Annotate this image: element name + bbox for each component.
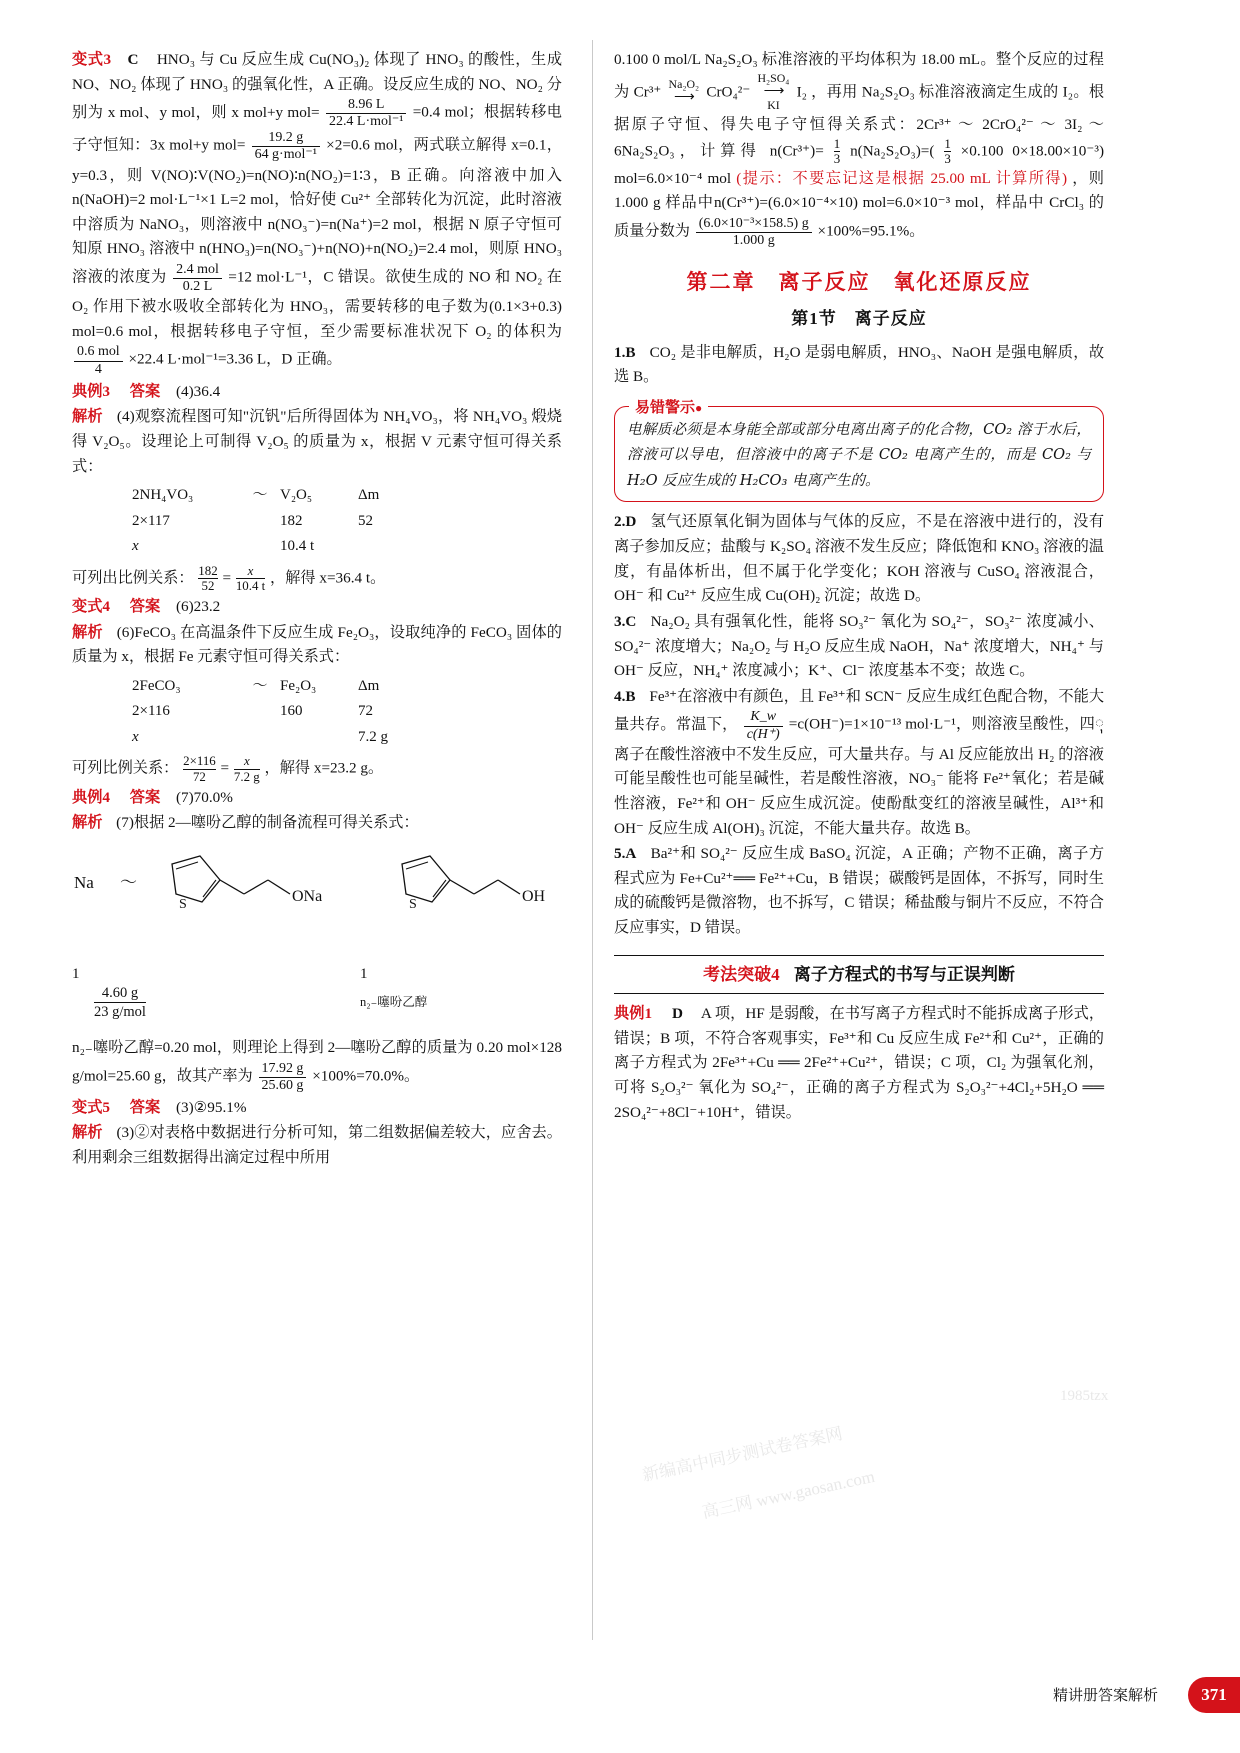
reaction-arrow-2 bbox=[757, 72, 789, 112]
cell: 182 bbox=[280, 512, 303, 529]
example-3-answer: (4)36.4 bbox=[175, 382, 221, 400]
cell: 2×117 bbox=[132, 512, 170, 529]
variant-4-relation-table bbox=[72, 674, 562, 751]
fraction-3-denominator: 0.2 L bbox=[173, 278, 222, 295]
fraction-2-numerator: 19.2 g bbox=[268, 130, 304, 146]
variant-5-analysis-text: (3)②对表格中数据进行分析可知，第二组数据偏差较大，应舍去。利用剩余三组数据得出滴定过程中所用 bbox=[72, 1124, 562, 1167]
analysis-label-2: 解析 bbox=[72, 623, 103, 641]
kaofa-title: 离子方程式的书写与正误判断 bbox=[793, 964, 1015, 984]
variant-4-label: 变式4 bbox=[72, 598, 110, 616]
svg-text:OH: OH bbox=[522, 888, 546, 906]
fraction-7 bbox=[183, 754, 216, 783]
fraction-10-numerator: 17.92 g bbox=[261, 1060, 304, 1076]
example-3-analysis-text: (4)观察流程图可知"沉钒"后所得固体为 NH₄VO₃，将 NH₄VO₃ 煅烧得 V₂O₅。设理论上可制得 V₂O₅ 的质量为 x，根据 V 元素守恒可得关系式： bbox=[72, 408, 563, 475]
variant-4-analysis bbox=[72, 621, 562, 670]
kaofa-heading bbox=[614, 955, 1104, 995]
question-1 bbox=[614, 341, 1104, 390]
cell: 7.2 g bbox=[358, 728, 388, 745]
fraction-6 bbox=[236, 564, 265, 593]
question-3 bbox=[614, 610, 1104, 684]
question-4-text-2: =c(OH⁻)=1×10⁻¹³ mol·L⁻¹，则溶液呈酸性，四ុ离子在酸性溶液中不发生反应，可大量共存。与 Al 反应能放出 H₂ 的溶液可能呈酸性也可能呈碱性，若是酸性溶液，NO₃⁻ 能将 Fe²⁺氧化；若是碱性溶液，Fe²⁺和 OH⁻ 反应生成沉淀。使酚酞变红的溶液呈碱性，Al³⁺和 OH⁻ 反应生成 Al(OH)₃ 沉淀，不能大量共存。故选 B。 bbox=[614, 716, 1105, 837]
question-5-text: Ba²⁺和 SO₄²⁻ 反应生成 BaSO₄ 沉淀，A 正确；产物不正确，离子方程式应为 Fe+Cu²⁺══ Fe²⁺+Cu，B 错误；碳酸钙是固体，不拆写，同时生成的硫酸钙是微溶物，也不拆写，C 错误；稀盐酸与铜片不反应，不符合反应事实，D 错误。 bbox=[614, 845, 1105, 937]
structure-svg bbox=[72, 842, 552, 960]
right-column bbox=[614, 48, 1104, 1126]
fraction-11-numerator: 1 bbox=[833, 136, 841, 152]
fraction-2 bbox=[252, 130, 320, 163]
cell: x bbox=[132, 728, 139, 745]
error-warning-box bbox=[614, 399, 1104, 503]
fraction-12-numerator: 1 bbox=[944, 136, 951, 152]
fraction-14-denominator: c(H⁺) bbox=[744, 726, 783, 743]
fraction-3-numerator: 2.4 mol bbox=[176, 262, 219, 278]
fraction-5-numerator: 182 bbox=[198, 562, 218, 578]
variant-3-label: 变式3 bbox=[72, 51, 112, 68]
reaction-arrow-2-top: H₂SO₄ bbox=[757, 70, 790, 85]
variant-4-proportion bbox=[72, 754, 562, 783]
sodium-moles-fraction bbox=[94, 984, 146, 1021]
table-row bbox=[72, 699, 562, 725]
fraction-1-numerator: 8.96 L bbox=[347, 97, 385, 113]
cell: ～ bbox=[252, 677, 268, 694]
fraction-9-numerator: 4.60 g bbox=[101, 985, 139, 1002]
example-4-answer: (7)70.0% bbox=[175, 788, 233, 806]
example-4-calc-result: ×100%=70.0%。 bbox=[312, 1067, 420, 1085]
cell bbox=[358, 534, 428, 560]
question-4-number: 4.B bbox=[614, 687, 636, 705]
fraction-11-denominator: 3 bbox=[833, 151, 841, 167]
cell bbox=[280, 725, 358, 751]
answer-word-3: 答案 bbox=[129, 788, 161, 806]
watermark: 高三网 www.gaosan.com bbox=[700, 1466, 877, 1523]
variant-5-analysis bbox=[72, 1121, 562, 1170]
intermediate-2: I₂ bbox=[796, 83, 807, 101]
variant-3-block bbox=[72, 48, 562, 378]
cell: 52 bbox=[358, 512, 373, 529]
continued-text-1: 0.100 0 mol/L Na₂S₂O₃ 标准溶液的平均体积为 18.00 mL。整个反应的过程为 Cr³⁺ bbox=[614, 51, 1104, 101]
fraction-6-denominator: 10.4 t bbox=[235, 577, 266, 593]
variant-3-text-5: ×22.4 L·mol⁻¹=3.36 L，D 正确。 bbox=[128, 351, 342, 369]
svg-text:S: S bbox=[409, 897, 417, 913]
warning-title-text: 易错警示 bbox=[635, 399, 696, 416]
analysis-label-3: 解析 bbox=[72, 814, 103, 832]
example-1-answer: D bbox=[671, 1005, 683, 1023]
example-1 bbox=[614, 1002, 1104, 1125]
struct-num-left: 1 bbox=[72, 966, 80, 983]
cell: ～ bbox=[252, 487, 268, 504]
fraction-12-denominator: 3 bbox=[944, 151, 951, 167]
cell: x bbox=[132, 538, 139, 555]
error-warning-title bbox=[629, 395, 708, 421]
footer-text: 精讲册答案解析 bbox=[1052, 1688, 1158, 1704]
svg-text:Na: Na bbox=[74, 873, 94, 893]
left-column bbox=[72, 48, 562, 1172]
continued-text-4: ×0.100 0×18.00×10⁻³) mol=6.0×10⁻⁴ mol bbox=[614, 142, 1105, 187]
cell bbox=[240, 699, 280, 725]
svg-text:ONa: ONa bbox=[292, 888, 323, 906]
analysis-label-1: 解析 bbox=[72, 408, 103, 426]
watermark: 1985tzx bbox=[1060, 1388, 1109, 1404]
variant-3-text-2: =0.4 mol；根据转移电子守恒知：3x mol+y mol= bbox=[72, 103, 562, 155]
cell: 2FeCO₃ bbox=[132, 677, 181, 694]
fraction-14 bbox=[744, 709, 783, 742]
cell bbox=[240, 725, 280, 751]
kaofa-label: 考法突破4 bbox=[703, 964, 780, 984]
page-footer bbox=[1052, 1684, 1227, 1705]
example-4-analysis-text: (7)根据 2—噻吩乙醇的制备流程可得关系式： bbox=[116, 814, 419, 832]
fraction-9-denominator: 23 g/mol bbox=[94, 1004, 146, 1021]
question-5-number: 5.A bbox=[614, 845, 637, 863]
example-3-proportion bbox=[72, 564, 562, 593]
example-3-label: 典例3 bbox=[72, 382, 110, 400]
fraction-4 bbox=[74, 344, 123, 377]
cell: Δm bbox=[358, 487, 380, 504]
table-row bbox=[72, 674, 562, 700]
example-4-calc bbox=[72, 1036, 562, 1094]
cell bbox=[240, 534, 280, 560]
question-1-text: CO₂ 是非电解质，H₂O 是弱电解质，HNO₃、NaOH 是强电解质，故选 B。 bbox=[614, 343, 1105, 386]
proportion-result: ，解得 x=36.4 t。 bbox=[270, 569, 386, 587]
variant-5-answer: (3)②95.1% bbox=[175, 1098, 247, 1116]
cell: 2NH₄VO₃ bbox=[132, 487, 194, 504]
example-1-text: A 项，HF 是弱酸，在书写离子方程式时不能拆成离子形式，错误；B 项，不符合客观事实，Fe³⁺和 Cu 反应生成 Fe²⁺和 Cu²⁺，正确的离子方程式为 2Fe³⁺+Cu ══ 2Fe²⁺+Cu²⁺，错误；C 项，Cl₂ 为强氧化剂，可将 S₂O₃²⁻ 氧化为 SO₄²⁻，正确的离子方程式为 S₂O₃²⁻+4Cl₂+5H₂O ══ 2SO₄²⁻+8Cl⁻+10H⁺，错误。 bbox=[614, 1005, 1105, 1121]
fraction-10 bbox=[259, 1061, 307, 1094]
error-warning-text: 电解质必须是本身能全部或部分电离出离子的化合物，CO₂ 溶于水后，溶液可以导电，但溶液中的离子不是 CO₂ 电离产生的，而是 CO₂ 与 H₂O 反应生成的 H₂CO₃ 电离产生的。 bbox=[627, 420, 1091, 489]
question-2-number: 2.D bbox=[614, 513, 637, 531]
cell: 72 bbox=[358, 703, 373, 720]
continued-text-3: n(Na₂S₂O₃)=( bbox=[850, 142, 935, 160]
table-row bbox=[72, 725, 562, 751]
equals-sign-2: = bbox=[220, 760, 230, 778]
cell: Δm bbox=[358, 677, 380, 694]
svg-text:～: ～ bbox=[120, 873, 137, 893]
page-number-badge: 371 bbox=[1188, 1677, 1240, 1713]
chapter-title: 第二章 离子反应 氧化还原反应 bbox=[686, 270, 1032, 295]
fraction-7-numerator: 2×116 bbox=[183, 753, 216, 769]
variant-4-answer: (6)23.2 bbox=[175, 598, 221, 616]
table-row bbox=[72, 483, 562, 509]
variant-3-text-3: ×2=0.6 mol，两式联立解得 x=0.1，y=0.3，则 V(NO)∶V(NO₂)=n(NO)∶n(NO₂)=1∶3，B 正确。向溶液中加入 n(NaOH)=2 mol·L⁻¹×1 L=2 mol，恰好使 Cu²⁺ 全部转化为沉淀，此时溶液中溶质为 NaNO₃，则溶液中 n(NO₃⁻)=n(Na⁺)=2 mol，根据 N 原子守恒可知原 HNO₃ 溶液中 n(HNO₃)=n(NO₃⁻)+n(NO)+n(NO₂)=2.4 mol，则原 HNO₃ 溶液的浓度为 bbox=[72, 137, 562, 286]
example-4-analysis bbox=[72, 811, 562, 836]
struct-num-right: 1 bbox=[360, 966, 368, 983]
question-5 bbox=[614, 842, 1104, 941]
answer-word-2: 答案 bbox=[129, 598, 161, 616]
cell: Fe₂O₃ bbox=[280, 677, 317, 694]
arrow-glyph: ⟶ bbox=[763, 83, 784, 100]
cell: V₂O₅ bbox=[280, 487, 313, 504]
question-4 bbox=[614, 685, 1104, 841]
fraction-5-denominator: 52 bbox=[198, 578, 217, 593]
fraction-14-numerator: K_w bbox=[750, 709, 777, 725]
fraction-3 bbox=[173, 262, 222, 295]
red-hint-note: (提示：不要忘记这是根据 25.00 mL 计算所得) bbox=[736, 169, 1068, 187]
example-1-label: 典例1 bbox=[614, 1005, 653, 1023]
fraction-12 bbox=[944, 137, 950, 166]
proportion-result-2: ，解得 x=23.2 g。 bbox=[264, 760, 384, 778]
variant-5-answer-line bbox=[72, 1096, 562, 1121]
variant-4-answer-line bbox=[72, 595, 562, 620]
thiophene-structure-diagram bbox=[72, 842, 562, 960]
fraction-13-denominator: 1.000 g bbox=[696, 232, 812, 249]
question-4-text-1: Fe³⁺在溶液中有颜色，且 Fe³⁺和 SCN⁻ 反应生成红色配合物，不能大量共存。常温下， bbox=[614, 687, 1105, 734]
cell: 10.4 t bbox=[280, 538, 315, 555]
example-3-relation-table bbox=[72, 483, 562, 560]
fraction-4-denominator: 4 bbox=[74, 361, 123, 378]
question-3-text: Na₂O₂ 具有强氧化性，能将 SO₃²⁻ 氧化为 SO₄²⁻，SO₃²⁻ 浓度减小、SO₄²⁻ 浓度增大；Na₂O₂ 与 H₂O 反应生成 NaOH，Na⁺ 浓度增大，NH₄⁺ 与 OH⁻ 反应，NH₄⁺ 浓度减小；K⁺、Cl⁻ 浓度基本不变；故选 C。 bbox=[614, 612, 1104, 680]
question-2-text: 氢气还原氧化铜为固体与气体的反应，不是在溶液中进行的，没有离子参加反应；盐酸与 K₂SO₄ 溶液不发生反应；降低饱和 KNO₃ 溶液的温度，有晶体析出，但不属于化学变化；KOH 溶液与 CuSO₄ 溶液混合，OH⁻ 和 Cu²⁺ 反应生成 Cu(OH)₂ 沉淀；故选 D。 bbox=[614, 513, 1105, 605]
cell: 2×116 bbox=[132, 703, 170, 720]
column-divider bbox=[592, 40, 593, 1640]
svg-text:S: S bbox=[179, 897, 187, 913]
intermediate-1: CrO₄²⁻ bbox=[706, 83, 751, 101]
fraction-8 bbox=[234, 754, 260, 783]
proportion-intro-2: 可列比例关系： bbox=[72, 760, 179, 778]
cell: 160 bbox=[280, 703, 303, 720]
example-4-calc-text: n₂₋噻吩乙醇=0.20 mol，则理论上得到 2—噻吩乙醇的质量为 0.20 mol×128 g/mol=25.60 g，故其产率为 bbox=[72, 1039, 562, 1085]
question-1-number: 1.B bbox=[614, 343, 636, 361]
equals-sign: = bbox=[222, 569, 232, 587]
variant-3-text-4: =12 mol·L⁻¹，C 错误。欲使生成的 NO 和 NO₂ 在 O₂ 作用下被水吸收全部转化为 HNO₃，需要转移的电子数为(0.1×3+0.3) mol=0.6 mol，根据转移电子守恒，至少需要标准状况下 O₂ 的体积为 bbox=[72, 268, 562, 340]
proportion-intro: 可列出比例关系： bbox=[72, 569, 194, 587]
analysis-label-4: 解析 bbox=[72, 1124, 103, 1142]
reaction-arrow-1-top: Na₂O₂ bbox=[668, 76, 700, 91]
question-2 bbox=[614, 510, 1104, 609]
question-3-number: 3.C bbox=[614, 612, 637, 630]
fraction-11 bbox=[834, 137, 840, 166]
fraction-5 bbox=[198, 564, 217, 593]
watermark: 新编高中同步测试卷答案网 bbox=[640, 1423, 845, 1485]
continued-analysis bbox=[614, 48, 1104, 249]
example-4-label: 典例4 bbox=[72, 788, 110, 806]
variant-5-label: 变式5 bbox=[72, 1098, 110, 1116]
fraction-6-numerator: x bbox=[247, 562, 254, 578]
variant-4-analysis-text: (6)FeCO₃ 在高温条件下反应生成 Fe₂O₃，设取纯净的 FeCO₃ 固体的质量为 x，根据 Fe 元素守恒可得关系式： bbox=[72, 623, 562, 666]
section-title: 第1节 离子反应 bbox=[791, 309, 927, 329]
fraction-1 bbox=[326, 97, 406, 130]
fraction-1-denominator: 22.4 L·mol⁻¹ bbox=[326, 113, 406, 130]
answer-word-4: 答案 bbox=[129, 1098, 161, 1116]
fraction-7-denominator: 72 bbox=[183, 769, 216, 784]
reaction-arrow-1 bbox=[669, 78, 700, 106]
table-row bbox=[72, 534, 562, 560]
fraction-10-denominator: 25.60 g bbox=[259, 1077, 307, 1094]
example-3-analysis bbox=[72, 405, 562, 479]
product-mole-symbol: n₂₋噻吩乙醇 bbox=[360, 995, 428, 1010]
fraction-8-denominator: 7.2 g bbox=[233, 768, 260, 784]
continued-text-6: ×100%=95.1%。 bbox=[817, 222, 925, 240]
fraction-13-numerator: (6.0×10⁻³×158.5) g bbox=[698, 215, 809, 231]
continued-text-5: ，则 1.000 g 样品中n(Cr³⁺)=(6.0×10⁻⁴×10) mol=6.0×10⁻³ mol，样品中 CrCl₃ 的质量分数为 bbox=[614, 169, 1104, 240]
example-4-answer-line bbox=[72, 786, 562, 811]
fraction-4-numerator: 0.6 mol bbox=[77, 344, 120, 360]
arrow-glyph: ⟶ bbox=[674, 89, 694, 106]
fraction-13 bbox=[696, 216, 812, 249]
cell bbox=[240, 509, 280, 535]
continued-text-2: ，再用 Na₂S₂O₃ 标准溶液滴定生成的 I₂。根据原子守恒、得失电子守恒得关系式：2Cr³⁺ ～ 2CrO₄²⁻ ～ 3I₂ ～ 6Na₂S₂O₃，计算得 n(Cr³⁺)= bbox=[614, 83, 1105, 160]
table-row bbox=[72, 509, 562, 535]
fraction-2-denominator: 64 g·mol⁻¹ bbox=[252, 146, 320, 163]
structure-quantities bbox=[72, 962, 562, 1032]
reaction-arrow-2-bottom: KI bbox=[767, 98, 780, 113]
fraction-8-numerator: x bbox=[243, 753, 250, 769]
variant-3-text-1: HNO₃ 与 Cu 反应生成 Cu(NO₃)₂ 体现了 HNO₃ 的酸性，生成 NO、NO₂ 体现了 HNO₃ 的强氧化性，A 正确。设反应生成的 NO、NO₂ 分别为 x mol、y mol，则 x mol+y mol= bbox=[72, 51, 563, 121]
variant-3-answer: C bbox=[127, 51, 139, 68]
answer-word-1: 答案 bbox=[129, 382, 161, 400]
example-3-answer-line bbox=[72, 380, 562, 405]
bullet-dot-icon: ● bbox=[695, 400, 703, 415]
